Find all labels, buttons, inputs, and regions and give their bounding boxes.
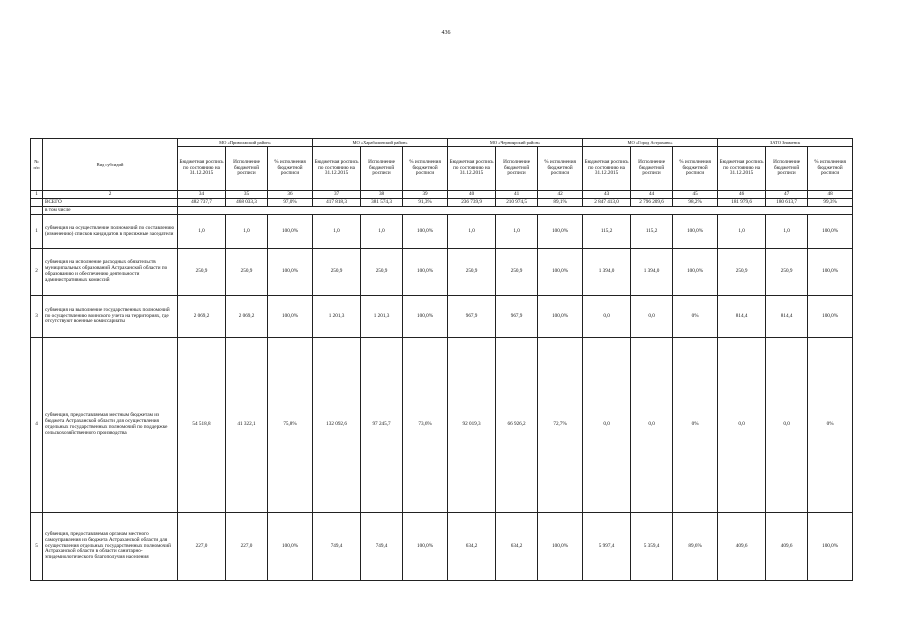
sub-header: Бюджетная роспись по состоянию на 31.12.2015 <box>448 147 496 191</box>
cell-value: 749,4 <box>313 513 361 581</box>
total-value: 381 574,3 <box>361 199 403 207</box>
total-value: 468 033,3 <box>226 199 268 207</box>
cell-value: 1,0 <box>448 215 496 249</box>
header-name: Вид субсидий <box>43 139 178 191</box>
total-value: 2 796 209,6 <box>631 199 673 207</box>
sub-header: Бюджетная роспись по состоянию на 31.12.2015 <box>718 147 766 191</box>
cell-value: 227,0 <box>178 513 226 581</box>
table-row <box>31 296 853 338</box>
cell-value: 100,0% <box>403 513 448 581</box>
column-number: 34 <box>178 191 226 199</box>
column-number: 39 <box>403 191 448 199</box>
cell-value: 54 518,8 <box>178 338 226 513</box>
table-row <box>31 249 853 296</box>
column-number: 40 <box>448 191 496 199</box>
column-number: 35 <box>226 191 268 199</box>
sub-header: Исполнение бюджетной росписи <box>361 147 403 191</box>
cell-value: 250,9 <box>766 249 808 296</box>
cell-value: 967,9 <box>448 296 496 338</box>
total-label: ВСЕГО <box>43 199 178 207</box>
total-value: 99,3% <box>808 199 853 207</box>
column-number: 44 <box>631 191 673 199</box>
total-value: 91,3% <box>403 199 448 207</box>
total-value: 482 737,7 <box>178 199 226 207</box>
cell-value: 227,0 <box>226 513 268 581</box>
subsidies-table <box>30 138 853 581</box>
cell-value: 66 926,2 <box>496 338 538 513</box>
subsidy-name: субвенция, предоставляемая местным бюджетам из бюджета Астраханской области для осуществления отдельных государственных полномочий по поддержке сельскохозяйственного производства <box>43 338 178 513</box>
row-number: 3 <box>31 296 43 338</box>
sub-header: % исполнения бюджетной росписи <box>403 147 448 191</box>
cell-value: 41 322,1 <box>226 338 268 513</box>
row-number: 5 <box>31 513 43 581</box>
cell-value: 89,6% <box>673 513 718 581</box>
column-number: 37 <box>313 191 361 199</box>
incl-empty <box>178 207 853 215</box>
group-header: МО «Харабалинский район» <box>313 139 448 147</box>
sub-header: Исполнение бюджетной росписи <box>226 147 268 191</box>
cell-value: 250,9 <box>361 249 403 296</box>
cell-value: 100,0% <box>673 215 718 249</box>
subsidy-name: субвенция на исполнение расходных обязательств муниципальных образований Астраханской области по образованию и обеспечению деятельности административных комиссий <box>43 249 178 296</box>
cell-value: 92 019,3 <box>448 338 496 513</box>
group-header: МО «Черноярский район» <box>448 139 583 147</box>
sub-header: % исполнения бюджетной росписи <box>268 147 313 191</box>
cell-value: 100,0% <box>538 249 583 296</box>
cell-value: 1 394,0 <box>631 249 673 296</box>
sub-header: % исполнения бюджетной росписи <box>673 147 718 191</box>
cell-value: 634,2 <box>496 513 538 581</box>
cell-value: 100,0% <box>403 249 448 296</box>
cell-value: 1,0 <box>178 215 226 249</box>
total-value: 417 818,3 <box>313 199 361 207</box>
cell-value: 814,4 <box>766 296 808 338</box>
cell-value: 100,0% <box>808 296 853 338</box>
cell-value: 100,0% <box>538 215 583 249</box>
cell-value: 100,0% <box>403 215 448 249</box>
cell-value: 1 201,3 <box>361 296 403 338</box>
cell-value: 72,7% <box>538 338 583 513</box>
sub-header: Исполнение бюджетной росписи <box>496 147 538 191</box>
cell-value: 100,0% <box>808 215 853 249</box>
cell-value: 250,9 <box>496 249 538 296</box>
total-value: 89,1% <box>538 199 583 207</box>
cell-value: 100,0% <box>268 513 313 581</box>
cell-value: 100,0% <box>673 249 718 296</box>
cell-value: 0,0 <box>583 338 631 513</box>
cell-value: 814,4 <box>718 296 766 338</box>
cell-value: 1 394,0 <box>583 249 631 296</box>
cell-value: 0,0 <box>718 338 766 513</box>
column-number: 38 <box>361 191 403 199</box>
total-value: 180 613,7 <box>766 199 808 207</box>
cell-value: 250,9 <box>448 249 496 296</box>
cell-value: 250,9 <box>313 249 361 296</box>
cell-value: 5 997,4 <box>583 513 631 581</box>
cell-value: 1,0 <box>226 215 268 249</box>
cell-value: 100,0% <box>268 215 313 249</box>
cell-value: 100,0% <box>808 513 853 581</box>
cell-value: 1,0 <box>766 215 808 249</box>
cell-value: 250,9 <box>226 249 268 296</box>
cell-value: 0% <box>673 338 718 513</box>
cell-value: 749,4 <box>361 513 403 581</box>
total-value: 97,0% <box>268 199 313 207</box>
page-number: 436 <box>441 30 451 36</box>
total-value: 98,2% <box>673 199 718 207</box>
sub-header: % исполнения бюджетной росписи <box>808 147 853 191</box>
column-number: 1 <box>31 191 43 199</box>
cell-value: 100,0% <box>538 513 583 581</box>
row-number: 1 <box>31 215 43 249</box>
column-number: 2 <box>43 191 178 199</box>
cell-value: 73,6% <box>403 338 448 513</box>
row-number: 2 <box>31 249 43 296</box>
column-number: 48 <box>808 191 853 199</box>
table-row <box>31 338 853 513</box>
incl-label: в том числе <box>43 207 178 215</box>
cell-value: 100,0% <box>268 249 313 296</box>
cell-value: 634,2 <box>448 513 496 581</box>
column-number: 43 <box>583 191 631 199</box>
cell-value: 250,9 <box>718 249 766 296</box>
sub-header: Бюджетная роспись по состоянию на 31.12.2015 <box>178 147 226 191</box>
cell-value: 2 069,2 <box>226 296 268 338</box>
cell-value: 1,0 <box>496 215 538 249</box>
subsidy-name: субвенция на выполнение государственных полномочий по осуществлению воинского учета на территориях, где отсутствуют военные комиссариаты <box>43 296 178 338</box>
incl-no <box>31 207 43 215</box>
total-no <box>31 199 43 207</box>
cell-value: 409,6 <box>766 513 808 581</box>
table-row <box>31 215 853 249</box>
cell-value: 1,0 <box>718 215 766 249</box>
cell-value: 967,9 <box>496 296 538 338</box>
subsidy-name: субвенция, предоставляемая органам местного самоуправления из бюджета Астраханской области для осуществления отдельных государственных полномочий Астраханской области в области санитарно-эпидемиологического благополучия населения <box>43 513 178 581</box>
cell-value: 0,0 <box>583 296 631 338</box>
sub-header: Исполнение бюджетной росписи <box>631 147 673 191</box>
cell-value: 100,0% <box>808 249 853 296</box>
cell-value: 1 201,3 <box>313 296 361 338</box>
total-value: 210 974,5 <box>496 199 538 207</box>
group-header: ЗАТО Знаменск <box>718 139 853 147</box>
column-number: 45 <box>673 191 718 199</box>
cell-value: 0% <box>673 296 718 338</box>
cell-value: 2 069,2 <box>178 296 226 338</box>
cell-value: 100,0% <box>403 296 448 338</box>
column-number: 41 <box>496 191 538 199</box>
sub-header: Исполнение бюджетной росписи <box>766 147 808 191</box>
cell-value: 75,8% <box>268 338 313 513</box>
row-number: 4 <box>31 338 43 513</box>
cell-value: 250,9 <box>178 249 226 296</box>
total-value: 181 979,6 <box>718 199 766 207</box>
sub-header: % исполнения бюджетной росписи <box>538 147 583 191</box>
cell-value: 1,0 <box>313 215 361 249</box>
cell-value: 0% <box>808 338 853 513</box>
cell-value: 0,0 <box>766 338 808 513</box>
cell-value: 115,2 <box>631 215 673 249</box>
cell-value: 0,0 <box>631 296 673 338</box>
cell-value: 100,0% <box>268 296 313 338</box>
column-number: 46 <box>718 191 766 199</box>
total-value: 236 739,9 <box>448 199 496 207</box>
total-value: 2 847 413,0 <box>583 199 631 207</box>
cell-value: 1,0 <box>361 215 403 249</box>
cell-value: 115,2 <box>583 215 631 249</box>
cell-value: 0,0 <box>631 338 673 513</box>
table-row <box>31 513 853 581</box>
cell-value: 5 359,4 <box>631 513 673 581</box>
cell-value: 97 245,7 <box>361 338 403 513</box>
group-header: МО «Город Астрахань» <box>583 139 718 147</box>
cell-value: 100,0% <box>538 296 583 338</box>
column-number: 47 <box>766 191 808 199</box>
group-header: МО «Приволжский район» <box>178 139 313 147</box>
cell-value: 409,6 <box>718 513 766 581</box>
cell-value: 132 092,6 <box>313 338 361 513</box>
header-no: № п/п <box>31 139 43 191</box>
sub-header: Бюджетная роспись по состоянию на 31.12.2015 <box>313 147 361 191</box>
subsidy-name: субвенция на осуществление полномочий по составлению (изменению) списков кандидатов в присяжные заседатели <box>43 215 178 249</box>
sub-header: Бюджетная роспись по состоянию на 31.12.2015 <box>583 147 631 191</box>
column-number: 42 <box>538 191 583 199</box>
column-number: 36 <box>268 191 313 199</box>
